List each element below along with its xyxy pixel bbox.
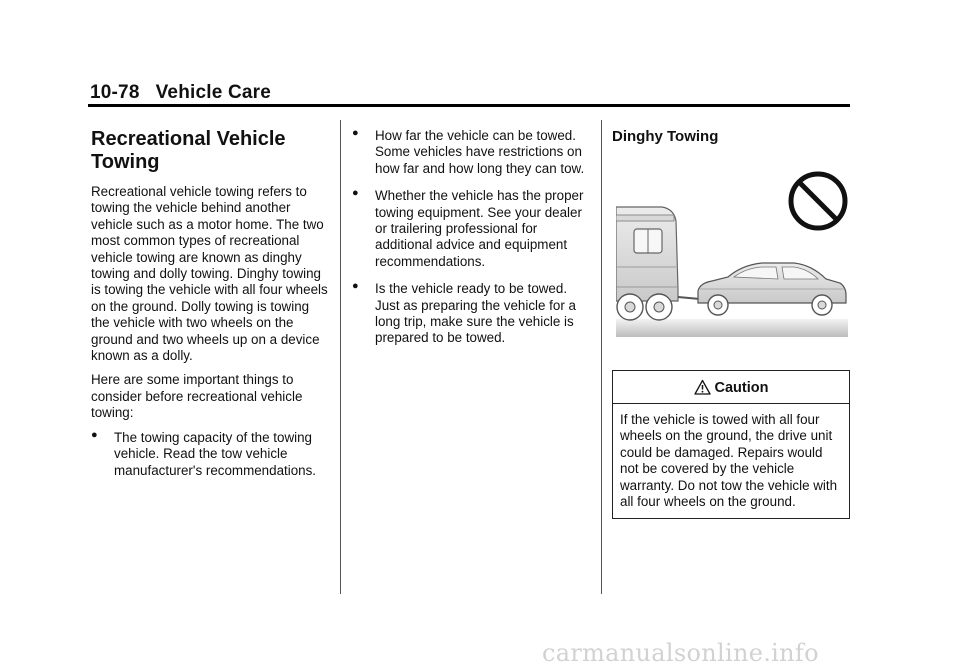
bullet-icon: ●: [91, 428, 98, 441]
tow-bar: [678, 297, 700, 299]
considerations-list-continued: [352, 128, 592, 347]
road-surface: [616, 319, 848, 337]
column-1: [91, 128, 331, 490]
prohibited-icon: [791, 174, 845, 228]
subsection-title: Dinghy Towing: [612, 128, 719, 145]
bullet-icon: ●: [352, 280, 359, 293]
column-divider: [340, 120, 341, 594]
page-number: 10-78: [90, 82, 140, 103]
dinghy-towing-illustration: [616, 169, 848, 347]
column-2: [352, 128, 592, 358]
page-header: [90, 82, 271, 104]
column-3: [612, 128, 850, 519]
column-divider: [601, 120, 602, 594]
caution-text: If the vehicle is towed with all four wheels on the ground, the drive unit could be damaged. Repairs would not be covered by the vehicle warranty. Do not tow the vehicle with all four wheels on the ground.: [620, 412, 838, 510]
lead-paragraph: Here are some important things to consider before recreational vehicle towing:: [91, 372, 303, 421]
watermark: carmanualsonline.info: [542, 639, 819, 667]
bullet-icon: ●: [352, 187, 359, 200]
intro-paragraph: Recreational vehicle towing refers to towing the vehicle behind another vehicle such as a motor home. The two most common types of recreational vehicle towing are known as dinghy towing and dolly towing. Dinghy towing is towing the vehicle with all four wheels on the ground. Dolly towing is towing the vehicle with two wheels on the ground and two wheels up on a device known as a dolly.: [91, 184, 328, 364]
caution-box: [612, 370, 850, 519]
caution-label: Caution: [714, 380, 769, 396]
list-item: ● Whether the vehicle has the proper towing equipment. See your dealer or trailering professional for additional advice and equipment recommendations.: [352, 187, 584, 269]
list-item: ● Is the vehicle ready to be towed. Just as preparing the vehicle for a long trip, make sure the vehicle is prepared to be towed.: [352, 280, 576, 346]
list-item: ● How far the vehicle can be towed. Some vehicles have restrictions on how far and how long they can tow.: [352, 127, 585, 176]
list-item: ● The towing capacity of the towing vehicle. Read the tow vehicle manufacturer's recommendations.: [91, 428, 317, 478]
considerations-list: [91, 430, 331, 479]
caution-header: [613, 371, 849, 404]
warning-icon: [694, 379, 711, 395]
bullet-icon: ●: [352, 127, 359, 139]
section-title: Recreational Vehicle Towing: [91, 128, 286, 173]
header-rule: [88, 104, 850, 107]
chapter-title: Vehicle Care: [155, 82, 272, 103]
car-icon: [698, 263, 846, 315]
motor-home-icon: [616, 207, 678, 320]
caution-body: [613, 404, 849, 518]
